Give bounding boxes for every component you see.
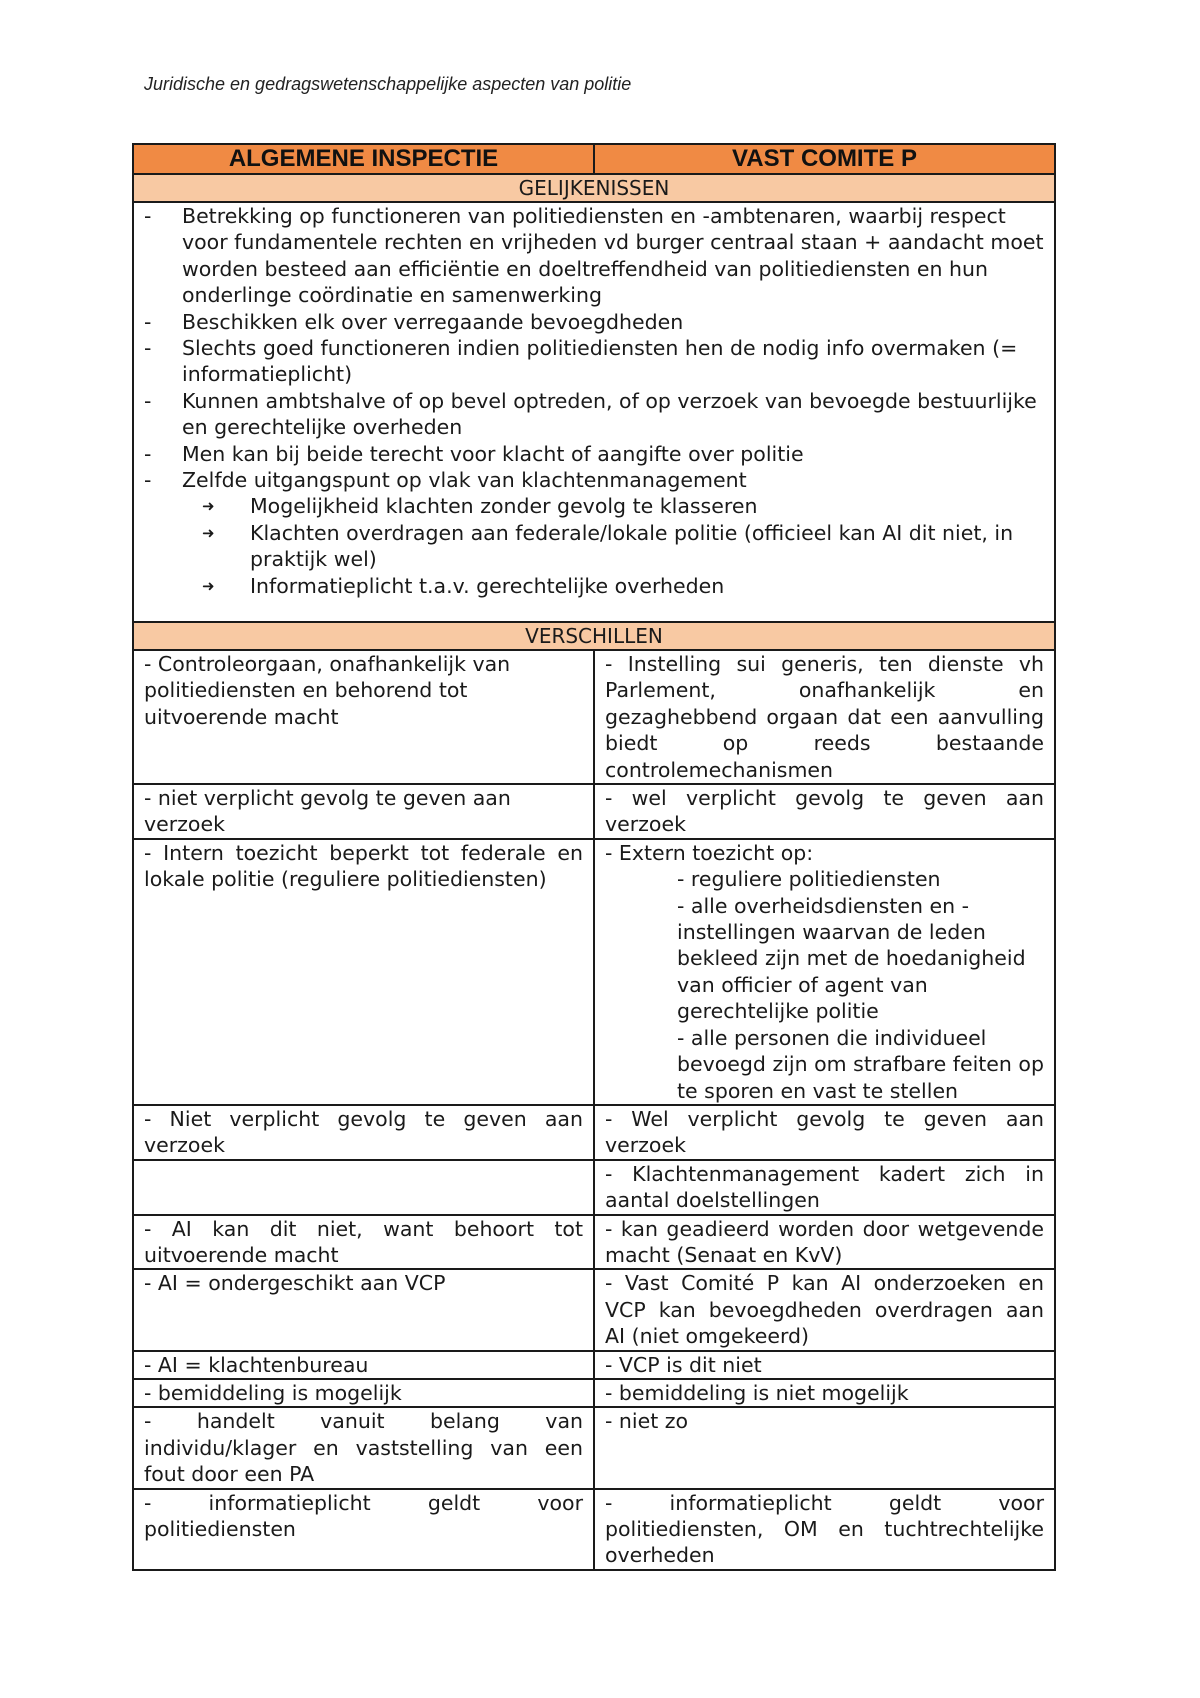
sub-list-item [144,520,1044,573]
table-cell: - handelt vanuit belang van individu/klager en vaststelling van een fout door een PA [133,1407,594,1488]
sub-list-item [144,493,1044,519]
table-row [133,650,1055,784]
cell-intro: - Extern toezicht op: [605,840,814,865]
list-item: - Zelfde uitgangspunt op vlak van klachtenmanagement [144,467,1044,493]
differences-heading: VERSCHILLEN [133,622,1055,650]
sub-list [144,493,1044,599]
table-row [133,839,1055,1105]
table-cell: - AI kan dit niet, want behoort tot uitvoerende macht [133,1215,594,1270]
sub-list-item [144,573,1044,599]
table-cell: - Vast Comité P kan AI onderzoeken en VCP kan bevoegdheden overdragen aan AI (niet omgekeerd) [594,1269,1055,1350]
sub-list-text: Mogelijkheid klachten zonder gevolg te klasseren [250,494,758,519]
differences-heading-row [133,622,1055,650]
table-cell: - Intern toezicht beperkt tot federale en lokale politie (reguliere politiediensten) [133,839,594,1105]
list-item: - Slechts goed functioneren indien politiediensten hen de nodig info overmaken (= informatieplicht) [144,335,1044,388]
similarities-row [133,202,1055,622]
table-row [133,1489,1055,1570]
list-item: - Betrekking op functioneren van politiediensten en -ambtenaren, waarbij respect voor fundamentele rechten en vrijheden vd burger centraal staan + aandacht moet worden besteed aan efficiëntie en doeltreffendheid van politiediensten en hun onderlinge coördinatie en samenwerking [144,203,1044,309]
table-cell: - Controleorgaan, onafhankelijk van politiediensten en behorend tot uitvoerende macht [133,650,594,784]
nested-list [605,866,1044,1104]
sub-list-text: Klachten overdragen aan federale/lokale politie (officieel kan AI dit niet, in praktijk wel) [250,520,1014,572]
table-row [133,1105,1055,1160]
table-cell: - kan geadieerd worden door wetgevende macht (Senaat en KvV) [594,1215,1055,1270]
table-cell: - wel verplicht gevolg te geven aan verzoek [594,784,1055,839]
table-row [133,1407,1055,1488]
table-cell: - bemiddeling is mogelijk [133,1379,594,1407]
table-cell: - niet zo [594,1407,1055,1488]
table-cell: - Instelling sui generis, ten dienste vh Parlement, onafhankelijk en gezaghebbend orgaan dat een aanvulling biedt op reeds bestaande controlemechanismen [594,650,1055,784]
table-row [133,1351,1055,1379]
table-cell: - AI = klachtenbureau [133,1351,594,1379]
table-cell [133,1160,594,1215]
list-item: - Kunnen ambtshalve of op bevel optreden, of op verzoek van bevoegde bestuurlijke en gerechtelijke overheden [144,388,1044,441]
arrow-right-icon: ➜ [202,497,215,516]
sub-list-text: Informatieplicht t.a.v. gerechtelijke overheden [250,573,725,598]
table-cell [594,839,1055,1105]
table-row [133,784,1055,839]
similarities-heading-row [133,174,1055,202]
list-item: - reguliere politiediensten [677,867,941,892]
table-row [133,1160,1055,1215]
table-cell: - informatieplicht geldt voor politiediensten, OM en tuchtrechtelijke overheden [594,1489,1055,1570]
table-cell: - AI = ondergeschikt aan VCP [133,1269,594,1350]
table-header-row [133,144,1055,174]
table-row [133,1379,1055,1407]
table-cell: - Niet verplicht gevolg te geven aan verzoek [133,1105,594,1160]
column-title-vast-comite-p: VAST COMITE P [594,144,1055,174]
list-item: - Men kan bij beide terecht voor klacht of aangifte over politie [144,441,1044,467]
similarities-list [144,203,1044,493]
table-cell: - niet verplicht gevolg te geven aan verzoek [133,784,594,839]
table-row [133,1269,1055,1350]
table-cell: - Wel verplicht gevolg te geven aan verzoek [594,1105,1055,1160]
comparison-table [132,143,1056,1571]
document-header: Juridische en gedragswetenschappelijke aspecten van politie [144,74,632,94]
similarities-cell [133,202,1055,622]
list-item: - alle personen die individueel bevoegd zijn om strafbare feiten op te sporen en vast te stellen [677,1025,1044,1103]
table-row [133,1215,1055,1270]
table-cell: - bemiddeling is niet mogelijk [594,1379,1055,1407]
table-cell: - informatieplicht geldt voor politiediensten [133,1489,594,1570]
arrow-right-icon: ➜ [202,576,215,595]
similarities-heading: GELIJKENISSEN [133,174,1055,202]
column-title-algemene-inspectie: ALGEMENE INSPECTIE [133,144,594,174]
list-item: - Beschikken elk over verregaande bevoegdheden [144,309,1044,335]
table-cell: - Klachtenmanagement kadert zich in aantal doelstellingen [594,1160,1055,1215]
arrow-right-icon: ➜ [202,523,215,542]
list-item: - alle overheidsdiensten en -instellingen waarvan de leden bekleed zijn met de hoedanigheid van officier of agent van gerechtelijke politie [677,893,1026,1024]
table-cell: - VCP is dit niet [594,1351,1055,1379]
